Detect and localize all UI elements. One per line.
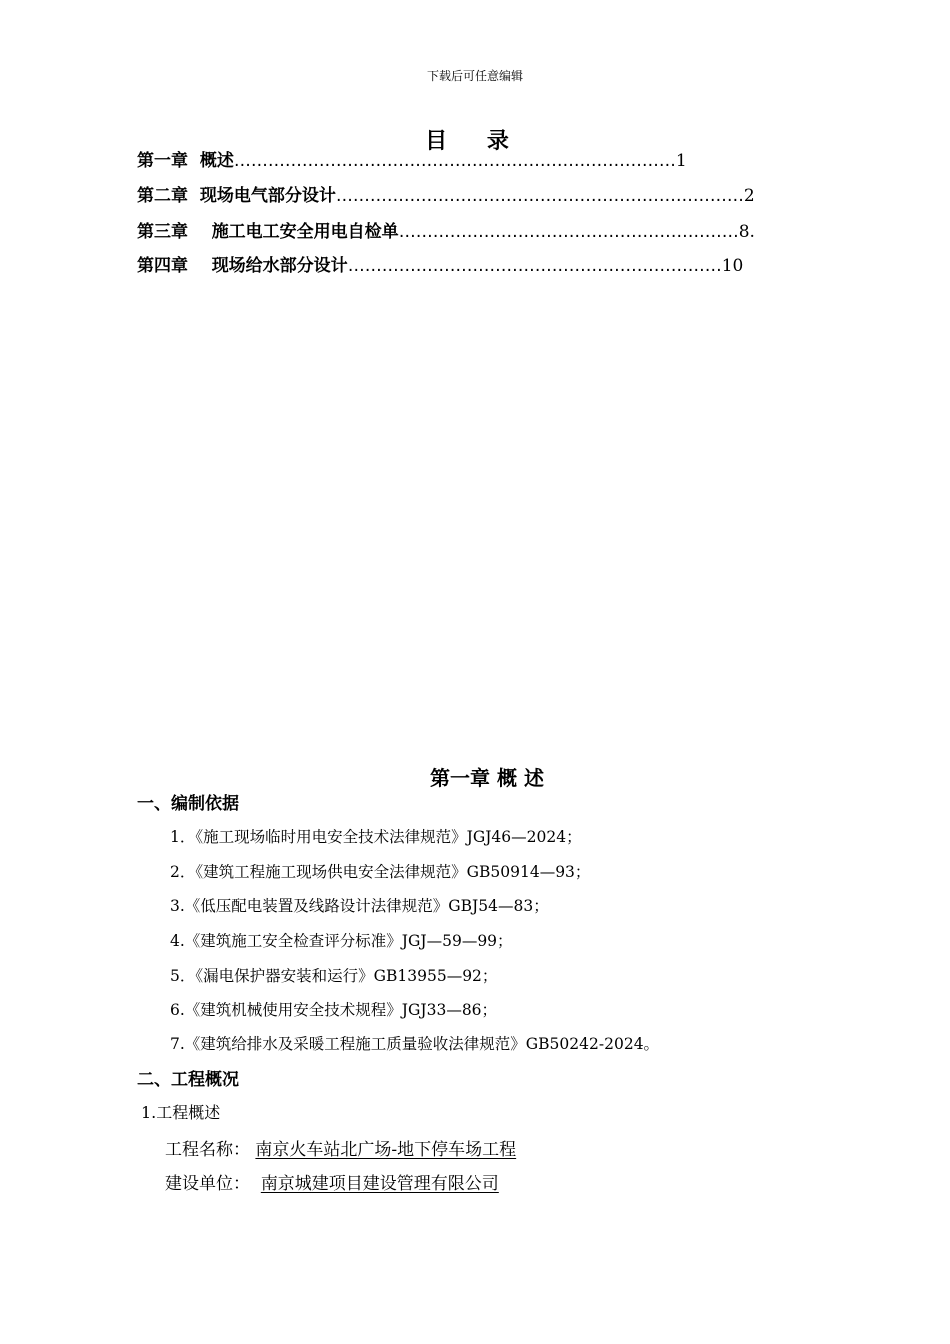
toc-page: 2	[743, 186, 755, 206]
builder-field	[165, 1169, 499, 1194]
toc-page: 1	[675, 151, 687, 171]
reference-item: 3.《低压配电装置及线路设计法律规范》GBJ54—83；	[170, 897, 549, 915]
section-heading: 二、工程概况	[137, 1070, 239, 1090]
reference-item: 7.《建筑给排水及采暖工程施工质量验收法律规范》GB50242-2024。	[170, 1035, 660, 1053]
toc-chapter: 第二章	[137, 186, 188, 206]
page-header: 下载后可任意编辑	[426, 69, 523, 83]
toc-item[interactable]	[137, 254, 743, 278]
toc-leader: ………………………………………………………………	[335, 186, 744, 206]
toc-chapter-title: 施工电工安全用电自检单	[211, 222, 399, 242]
field-value: 南京火车站北广场-地下停车场工程	[255, 1140, 517, 1160]
field-label: 建设单位：	[165, 1174, 250, 1194]
project-name-field	[165, 1135, 516, 1160]
toc-page: 8.	[738, 222, 755, 242]
toc-item[interactable]	[137, 184, 755, 208]
toc-item[interactable]	[137, 149, 687, 173]
toc-chapter: 第四章	[137, 256, 188, 276]
section-heading: 一、编制依据	[137, 794, 239, 814]
toc-item[interactable]	[137, 220, 755, 244]
reference-item: 2．《建筑工程施工现场供电安全法律规范》GB50914—93；	[170, 863, 591, 881]
reference-item: 5．《漏电保护器安装和运行》GB13955—92；	[170, 967, 498, 985]
toc-title: 目 录	[425, 129, 525, 154]
toc-chapter: 第一章	[137, 151, 188, 171]
reference-item: 4.《建筑施工安全检查评分标准》JGJ—59—99；	[170, 932, 513, 950]
chapter-title: 第一章 概 述	[430, 766, 544, 790]
toc-leader: …………………………………………………………	[347, 256, 722, 276]
toc-leader: ……………………………………………………………………	[233, 151, 676, 171]
field-label: 工程名称：	[165, 1140, 250, 1160]
subsection-heading: 1.工程概述	[141, 1103, 221, 1122]
reference-item: 1．《施工现场临时用电安全技术法律规范》JGJ46—2024；	[170, 828, 582, 846]
field-value: 南京城建项目建设管理有限公司	[260, 1174, 499, 1194]
toc-chapter: 第三章	[137, 222, 188, 242]
toc-chapter-title: 概述	[199, 151, 234, 171]
reference-item: 6.《建筑机械使用安全技术规程》JGJ33—86；	[170, 1001, 498, 1019]
toc-chapter-title: 现场给水部分设计	[211, 256, 348, 276]
toc-chapter-title: 现场电气部分设计	[199, 186, 336, 206]
toc-page: 10	[721, 256, 744, 276]
toc-leader: ……………………………………………………	[398, 222, 739, 242]
